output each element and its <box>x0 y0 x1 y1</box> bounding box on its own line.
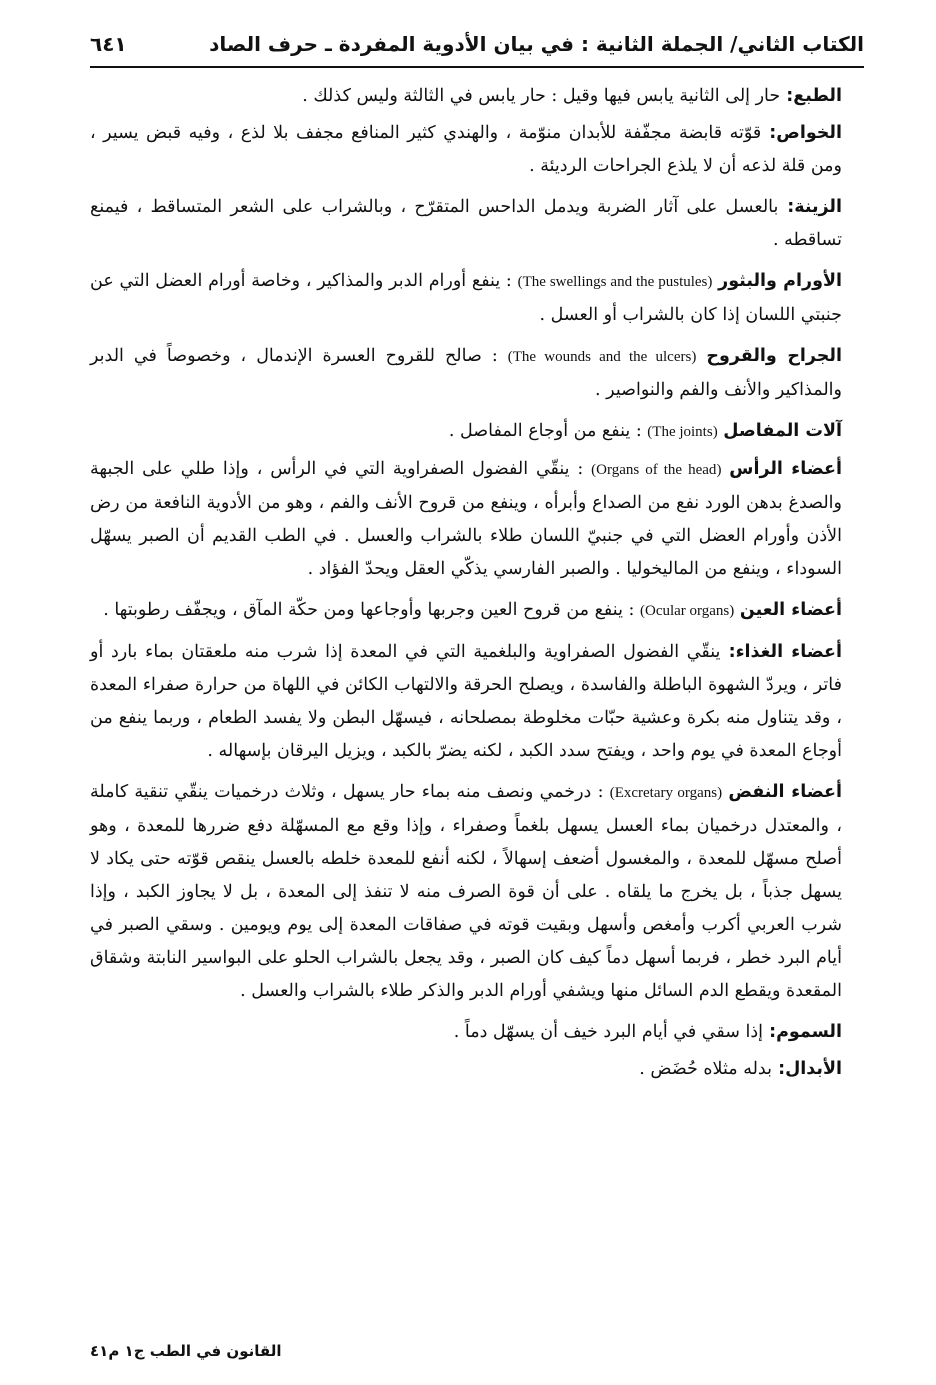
article-body <box>90 80 864 1090</box>
section-nature: الطبع: حار إلى الثانية يابس فيها وقيل : حار يابس في الثالثة وليس كذلك . <box>302 86 842 106</box>
section-eye: أعضاء العين (Ocular organs) : ينفع من قروح العين وجربها وأوجاعها ومن حكّة المآق ، ويجفّف رطوبتها . <box>103 600 842 620</box>
section-english-term: (Ocular organs) <box>639 603 735 619</box>
section-label: السموم <box>776 1022 842 1042</box>
section-text: ينفع من قروح العين وجربها وأوجاعها ومن حكّة المآق ، ويجفّف رطوبتها . <box>103 600 623 620</box>
section-english-term: (The joints) <box>647 424 718 440</box>
section-label: الطبع <box>793 86 842 106</box>
section-english-term: (Organs of the head) <box>591 462 722 478</box>
section-label: أعضاء الغذاء <box>735 642 842 662</box>
section-label: الأبدال <box>785 1059 842 1079</box>
section-excretory: أعضاء النفض (Excretary organs) : درخمي ونصف منه بماء حار يسهل ، وثلاث درخميات ينقّي تنقية كاملة ، والمعتدل درخميان بماء العسل يسهل بلغماً وصفراء ، وإذا وقع مع المسهّلة دفع ضررها للمعدة ، وهو أصلح مسهّل للمعدة ، والمغسول أضعف إسهالاً ، لكنه أنفع للمعدة خلطه بالعسل ينقص قوّته حتى يكاد لا يسهل جذباً ، بل يخرج ما يلقاه . على أن قوة الصرف منه لا تنفذ إلى المعدة ، بل لا يجاوز الكبد ، وإذا شرب العربي أكرب وأمغص وأسهل وبقيت قوته في صفاقات المعدة إلى يوم ويومين . وسقي الصبر في أيام البرد خطر ، فربما أسهل دماً كيف كان الصبر ، وقد يجعل بالشراب الحلو على البواسير النابتة وشقاق المقعدة ويقطع الدم السائل منها ويشفي أورام الدبر والذكر طلاء بالشراب والعسل . <box>90 782 842 1001</box>
section-english-term: (The swellings and the pustules) <box>517 274 713 290</box>
section-poisons: السموم: إذا سقي في أيام البرد خيف أن يسهّل دماً . <box>453 1022 842 1042</box>
section-text: ينقّي الفضول الصفراوية والبلغمية التي في المعدة إذا شرب منه ملعقتان بماء بارد أو فاتر ، ويردّ الشهوة الباطلة والفاسدة ، ويصلح الحرقة والالتهاب الكائن في اللهاة من حرارة صفراء المعدة ، وقد يتناول منه بكرة وعشية حبّات مخلوطة بمصلحانه ، فيسهّل البطن ولا يفسد الطعام ، وربما ينفع من أوجاع المعدة في يوم واحد ، ويفتح سدد الكبد ، لكنه يضرّ بالكبد ، ويزيل اليرقان بإسهاله . <box>90 642 842 761</box>
section-text: ينفع أورام الدبر والمذاكير ، وخاصة أورام العضل التي عن جنبتي اللسان إذا كان بالشراب أو العسل . <box>90 271 842 325</box>
section-english-term: (The wounds and the ulcers) <box>507 349 697 365</box>
section-nutrition: أعضاء الغذاء: ينقّي الفضول الصفراوية والبلغمية التي في المعدة إذا شرب منه ملعقتان بماء بارد أو فاتر ، ويردّ الشهوة الباطلة والفاسدة ، ويصلح الحرقة والالتهاب الكائن في اللهاة من حرارة صفراء المعدة ، وقد يتناول منه بكرة وعشية حبّات مخلوطة بمصلحانه ، فيسهّل البطن ولا يفسد الطعام ، وربما ينفع من أوجاع المعدة في يوم واحد ، ويفتح سدد الكبد ، لكنه يضرّ بالكبد ، ويزيل اليرقان بإسهاله . <box>90 642 842 761</box>
section-substitutes: الأبدال: بدله مثلاه حُضَض . <box>639 1059 842 1079</box>
section-label: أعضاء العين <box>739 600 842 620</box>
section-text: بالعسل على آثار الضربة ويدمل الداحس المتقرّح ، وبالشراب على الشعر المتساقط ، فيمنع تساقطه . <box>90 197 842 250</box>
section-swellings: الأورام والبثور (The swellings and the pustules) : ينفع أورام الدبر والمذاكير ، وخاصة أورام العضل التي عن جنبتي اللسان إذا كان بالشراب أو العسل . <box>90 271 842 325</box>
section-text: ينفع من أوجاع المفاصل . <box>448 421 631 441</box>
section-cosmetics: الزينة: بالعسل على آثار الضربة ويدمل الداحس المتقرّح ، وبالشراب على الشعر المتساقط ، فيمنع تساقطه . <box>90 197 842 250</box>
section-label: آلات المفاصل <box>723 421 842 441</box>
section-text: قوّته قابضة مجفّفة للأبدان منوّمة ، والهندي كثير المنافع مجفف بلا لذع ، وفيه قبض يسير ، ومن قلة لذعه أن لا يلذع الجراحات الرديئة . <box>90 123 842 176</box>
section-text: درخمي ونصف منه بماء حار يسهل ، وثلاث درخميات ينقّي تنقية كاملة ، والمعتدل درخميان بماء العسل يسهل بلغماً وصفراء ، وإذا وقع مع المسهّلة دفع ضررها للمعدة ، وهو أصلح مسهّل للمعدة ، والمغسول أضعف إسهالاً ، لكنه أنفع للمعدة خلطه بالعسل ينقص قوّته حتى يكاد لا يسهل جذباً ، بل يخرج ما يلقاه . على أن قوة الصرف منه لا تنفذ إلى المعدة ، بل لا يجاوز الكبد ، وإذا شرب العربي أكرب وأمغص وأسهل وبقيت قوته في صفاقات المعدة إلى يوم ويومين . وسقي الصبر في أيام البرد خطر ، فربما أسهل دماً كيف كان الصبر ، وقد يجعل بالشراب الحلو على البواسير النابتة وشقاق المقعدة ويقطع الدم السائل منها ويشفي أورام الدبر والذكر طلاء بالشراب والعسل . <box>90 782 842 1001</box>
section-joints: آلات المفاصل (The joints) : ينفع من أوجاع المفاصل . <box>448 421 842 441</box>
section-text: بدله مثلاه حُضَض . <box>639 1059 772 1079</box>
section-label: الأورام والبثور <box>718 271 842 291</box>
section-head: أعضاء الرأس (Organs of the head) : ينقّي الفضول الصفراوية التي في الرأس ، وإذا طلي على الجبهة والصدغ بدهن الورد نفع من الصداع وأبرأه ، وينفع من قروح الأنف والفم ، وهو من الأدوية النافعة من رض الأذن وأورام العضل التي في جنبيّ اللسان طلاء بالشراب والعسل . في الطب القديم أن الصبر يسهّل السوداء ، وينفع من الماليخوليا . والصبر الفارسي يذكّي العقل ويحدّ الفؤاد . <box>90 459 842 579</box>
section-properties: الخواص: قوّته قابضة مجفّفة للأبدان منوّمة ، والهندي كثير المنافع مجفف بلا لذع ، وفيه قبض يسير ، ومن قلة لذعه أن لا يلذع الجراحات الرديئة . <box>90 123 842 176</box>
section-label: أعضاء النفض <box>728 782 842 802</box>
running-title: الكتاب الثاني/ الجملة الثانية : في بيان الأدوية المفردة ـ حرف الصاد <box>209 32 864 56</box>
page-number: ٦٤١ <box>90 32 127 56</box>
section-text: حار إلى الثانية يابس فيها وقيل : حار يابس في الثالثة وليس كذلك . <box>302 86 781 106</box>
section-label: الخواص <box>776 123 842 143</box>
footer-signature: القانون في الطب ج١ م٤١ <box>90 1342 282 1360</box>
section-label: الزينة <box>794 197 842 217</box>
running-header <box>90 22 864 68</box>
section-english-term: (Excretary organs) <box>609 785 723 801</box>
section-label: أعضاء الرأس <box>729 459 842 479</box>
section-label: الجراح والقروح <box>706 346 842 366</box>
section-text: إذا سقي في أيام البرد خيف أن يسهّل دماً . <box>453 1022 763 1042</box>
section-text: ينقّي الفضول الصفراوية التي في الرأس ، وإذا طلي على الجبهة والصدغ بدهن الورد نفع من الصداع وأبرأه ، وينفع من قروح الأنف والفم ، وهو من الأدوية النافعة من رض الأذن وأورام العضل التي في جنبيّ اللسان طلاء بالشراب والعسل . في الطب القديم أن الصبر يسهّل السوداء ، وينفع من الماليخوليا . والصبر الفارسي يذكّي العقل ويحدّ الفؤاد . <box>90 459 842 579</box>
section-text: صالح للقروح العسرة الإندمال ، وخصوصاً في الدبر والمذاكير والأنف والفم والنواصير . <box>90 346 842 400</box>
section-wounds: الجراح والقروح (The wounds and the ulcers) : صالح للقروح العسرة الإندمال ، وخصوصاً في الدبر والمذاكير والأنف والفم والنواصير . <box>90 346 842 400</box>
